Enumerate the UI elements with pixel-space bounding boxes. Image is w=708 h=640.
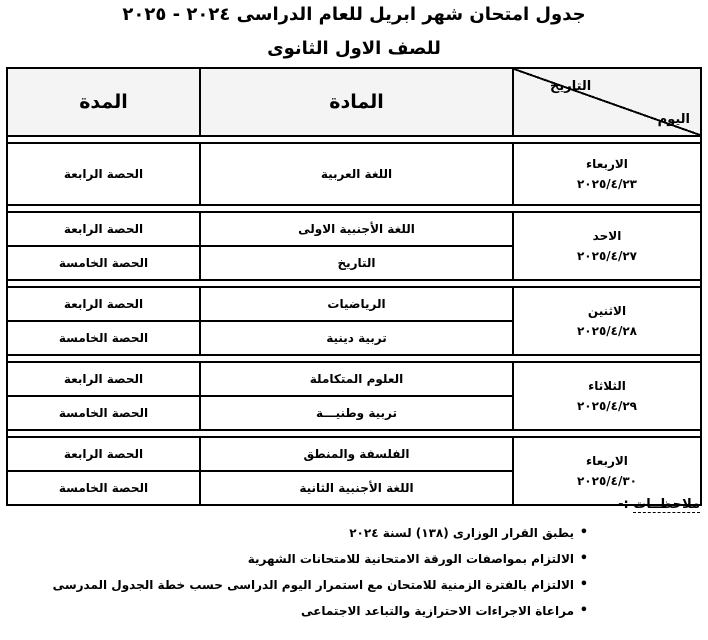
day-date: ٢٠٢٥/٤/٣٠ bbox=[576, 474, 638, 488]
header-subject: المادة bbox=[200, 68, 513, 136]
duration-cell: الحصة الخامسة bbox=[7, 246, 200, 280]
subject-cell: اللغة الأجنبية الاولى bbox=[200, 212, 513, 246]
day-date: ٢٠٢٥/٤/٢٨ bbox=[576, 324, 638, 338]
table-row bbox=[7, 362, 701, 396]
duration-cell: الحصة الرابعة bbox=[7, 212, 200, 246]
duration-cell: الحصة الرابعة bbox=[7, 143, 200, 205]
exam-schedule-table bbox=[6, 67, 702, 506]
day-cell bbox=[513, 287, 701, 355]
day-cell bbox=[513, 362, 701, 430]
day-cell bbox=[513, 437, 701, 505]
day-name: الاثنين bbox=[587, 304, 627, 318]
notes-list bbox=[8, 520, 588, 624]
duration-cell: الحصة الرابعة bbox=[7, 362, 200, 396]
subject-cell: الفلسفة والمنطق bbox=[200, 437, 513, 471]
header-day-label: اليوم bbox=[657, 112, 690, 127]
duration-cell: الحصة الخامسة bbox=[7, 321, 200, 355]
notes-suffix: :- bbox=[618, 497, 629, 512]
note-item: • يطبق القرار الوزارى (١٣٨) لسنة ٢٠٢٤ bbox=[8, 520, 588, 546]
day-name: الاربعاء bbox=[586, 157, 628, 171]
duration-cell: الحصة الرابعة bbox=[7, 287, 200, 321]
day-date: ٢٠٢٥/٤/٢٧ bbox=[576, 249, 638, 263]
page-title: جدول امتحان شهر ابريل للعام الدراسى ٢٠٢٤ - ٢٠٢٥ bbox=[122, 4, 586, 25]
day-date: ٢٠٢٥/٤/٢٩ bbox=[576, 399, 638, 413]
duration-cell: الحصة الخامسة bbox=[7, 396, 200, 430]
note-item: • مراعاة الاجراءات الاحترازية والتباعد الاجتماعى bbox=[8, 598, 588, 624]
table-row bbox=[7, 143, 701, 205]
subject-cell: اللغة الأجنبية الثانية bbox=[200, 471, 513, 505]
subject-cell: تربية دينية bbox=[200, 321, 513, 355]
notes-heading bbox=[618, 497, 700, 512]
page-subtitle: للصف الاول الثانوى bbox=[267, 38, 441, 59]
day-name: الثلاثاء bbox=[588, 379, 626, 393]
subject-cell: تربية وطنيـــة bbox=[200, 396, 513, 430]
day-name: الاربعاء bbox=[586, 454, 628, 468]
duration-cell: الحصة الرابعة bbox=[7, 437, 200, 471]
header-row bbox=[7, 68, 701, 136]
subject-cell: التاريخ bbox=[200, 246, 513, 280]
header-duration: المدة bbox=[7, 68, 200, 136]
header-date-label: التاريخ bbox=[550, 79, 592, 94]
notes-title: ملاحظــات bbox=[633, 497, 700, 512]
day-date: ٢٠٢٥/٤/٢٣ bbox=[576, 177, 638, 191]
note-item: • الالتزام بالفترة الزمنية للامتحان مع استمرار اليوم الدراسى حسب خطة الجدول المدرسى bbox=[8, 572, 588, 598]
day-name: الاحد bbox=[592, 229, 622, 243]
table-row bbox=[7, 212, 701, 246]
subject-cell: العلوم المتكاملة bbox=[200, 362, 513, 396]
subject-cell: الرياضيات bbox=[200, 287, 513, 321]
table-row bbox=[7, 437, 701, 471]
day-cell bbox=[513, 143, 701, 205]
table-row bbox=[7, 287, 701, 321]
duration-cell: الحصة الخامسة bbox=[7, 471, 200, 505]
subject-cell: اللغة العربية bbox=[200, 143, 513, 205]
note-item: • الالتزام بمواصفات الورقة الامتحانية للامتحانات الشهرية bbox=[8, 546, 588, 572]
header-day-date bbox=[513, 68, 701, 136]
day-cell bbox=[513, 212, 701, 280]
